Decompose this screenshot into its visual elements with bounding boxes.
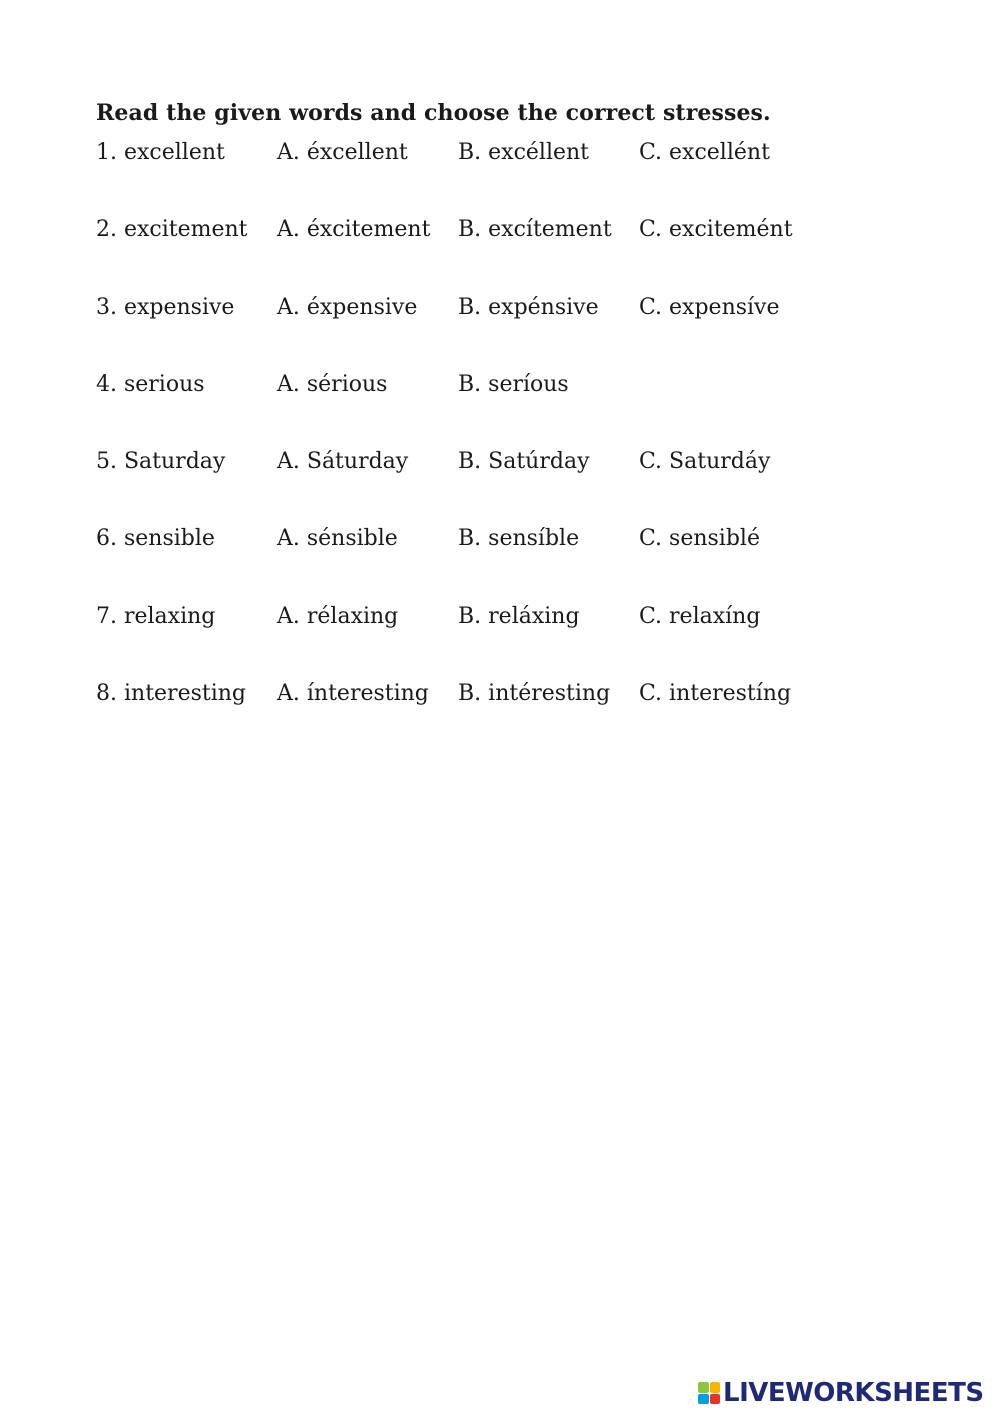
option-c[interactable]: C. Saturdáy (639, 449, 771, 475)
question-row-2 (96, 215, 876, 292)
option-a[interactable]: A. ínteresting (277, 681, 429, 707)
option-b[interactable]: B. expénsive (458, 294, 599, 320)
option-b[interactable]: B. excítement (458, 217, 612, 243)
liveworksheets-logo (698, 1378, 984, 1408)
instruction-heading: Read the given words and choose the correct stresses. (96, 100, 771, 126)
question-word: 4. serious (96, 371, 205, 397)
option-c[interactable]: C. relaxíng (639, 603, 761, 629)
question-row-4 (96, 370, 876, 447)
option-a[interactable]: A. éxcitement (277, 217, 431, 243)
option-c[interactable]: C. expensíve (639, 294, 780, 320)
question-row-6 (96, 524, 876, 601)
question-word: 3. expensive (96, 294, 235, 320)
option-a[interactable]: A. sénsible (277, 526, 398, 552)
option-b[interactable]: B. excéllent (458, 140, 590, 165)
question-word: 2. excitement (96, 217, 248, 243)
question-word: 8. interesting (96, 681, 247, 707)
option-a[interactable]: A. rélaxing (277, 603, 399, 629)
liveworksheets-logo-icon (698, 1382, 720, 1404)
option-a[interactable]: A. Sáturday (277, 449, 409, 475)
option-b[interactable]: B. sensíble (458, 526, 580, 552)
option-c[interactable]: C. sensiblé (639, 526, 760, 552)
option-b[interactable]: B. seríous (458, 371, 569, 397)
question-row-5 (96, 447, 876, 524)
question-list (96, 138, 876, 756)
logo-text: LIVEWORKSHEETS (723, 1378, 984, 1408)
question-row-1 (96, 138, 876, 215)
question-word: 1. excellent (96, 140, 225, 165)
question-word: 6. sensible (96, 526, 215, 552)
option-c[interactable]: C. excitemént (639, 217, 793, 243)
option-a[interactable]: A. sérious (277, 371, 388, 397)
question-word: 7. relaxing (96, 603, 216, 629)
question-row-8 (96, 679, 876, 756)
option-a[interactable]: A. éxpensive (277, 294, 418, 320)
question-row-7 (96, 602, 876, 679)
option-c[interactable]: C. excellént (639, 140, 770, 165)
option-c[interactable]: C. interestíng (639, 681, 792, 707)
option-b[interactable]: B. Satúrday (458, 449, 590, 475)
question-word: 5. Saturday (96, 449, 226, 475)
question-row-3 (96, 293, 876, 370)
option-a[interactable]: A. éxcellent (277, 140, 408, 165)
option-b[interactable]: B. intéresting (458, 681, 611, 707)
option-b[interactable]: B. reláxing (458, 603, 580, 629)
